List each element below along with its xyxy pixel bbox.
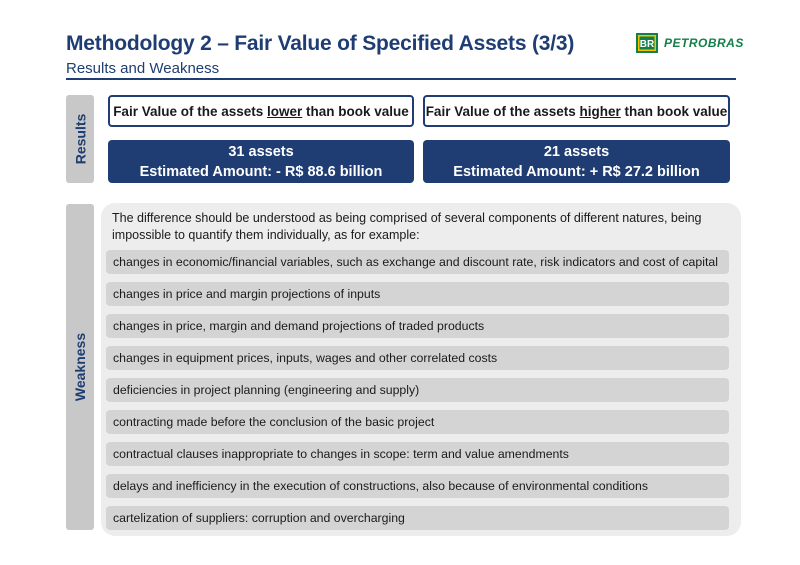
lower-value-header	[108, 95, 414, 127]
higher-header-post: than book value	[620, 103, 728, 119]
lower-header-emphasis: lower	[267, 103, 303, 119]
weakness-item: changes in price and margin projections of inputs	[106, 282, 729, 306]
weakness-tab	[66, 204, 94, 530]
lower-header-post: than book value	[302, 103, 409, 119]
logo-text: PETROBRAS	[664, 36, 744, 50]
higher-estimated-amount: Estimated Amount: + R$ 27.2 billion	[453, 163, 700, 180]
lower-estimated-amount: Estimated Amount: - R$ 88.6 billion	[139, 163, 383, 180]
weakness-item: contracting made before the conclusion of the basic project	[106, 410, 729, 434]
title-divider	[66, 78, 736, 80]
weakness-item: deficiencies in project planning (engineering and supply)	[106, 378, 729, 402]
page-title: Methodology 2 – Fair Value of Specified Assets (3/3)	[66, 32, 575, 55]
higher-value-result	[423, 140, 730, 183]
higher-value-header	[423, 95, 730, 127]
weakness-item: delays and inefficiency in the execution of constructions, also because of environmental conditions	[106, 474, 729, 498]
br-logo-icon	[636, 33, 658, 53]
results-tab	[66, 95, 94, 183]
lower-value-result	[108, 140, 414, 183]
petrobras-logo	[636, 33, 744, 53]
weakness-item: changes in equipment prices, inputs, wages and other correlated costs	[106, 346, 729, 370]
weakness-intro: The difference should be understood as being comprised of several components of different natures, being impossible to quantify them individually, as for example:	[112, 211, 702, 242]
logo-mark-text: BR	[639, 39, 655, 50]
weakness-item: changes in economic/financial variables, such as exchange and discount rate, risk indicators and cost of capital	[106, 250, 729, 274]
results-tab-label: Results	[72, 113, 89, 165]
lower-asset-count: 31 assets	[228, 143, 294, 160]
higher-header-pre: Fair Value of the assets	[425, 103, 580, 119]
higher-header-emphasis: higher	[579, 103, 621, 119]
weakness-item: changes in price, margin and demand projections of traded products	[106, 314, 729, 338]
lower-header-pre: Fair Value of the assets	[113, 103, 268, 119]
higher-asset-count: 21 assets	[543, 143, 610, 160]
weakness-item: cartelization of suppliers: corruption and overcharging	[106, 506, 729, 530]
weakness-item: contractual clauses inappropriate to changes in scope: term and value amendments	[106, 442, 729, 466]
weakness-tab-label: Weakness	[72, 332, 89, 402]
page-subtitle: Results and Weakness	[66, 60, 220, 77]
